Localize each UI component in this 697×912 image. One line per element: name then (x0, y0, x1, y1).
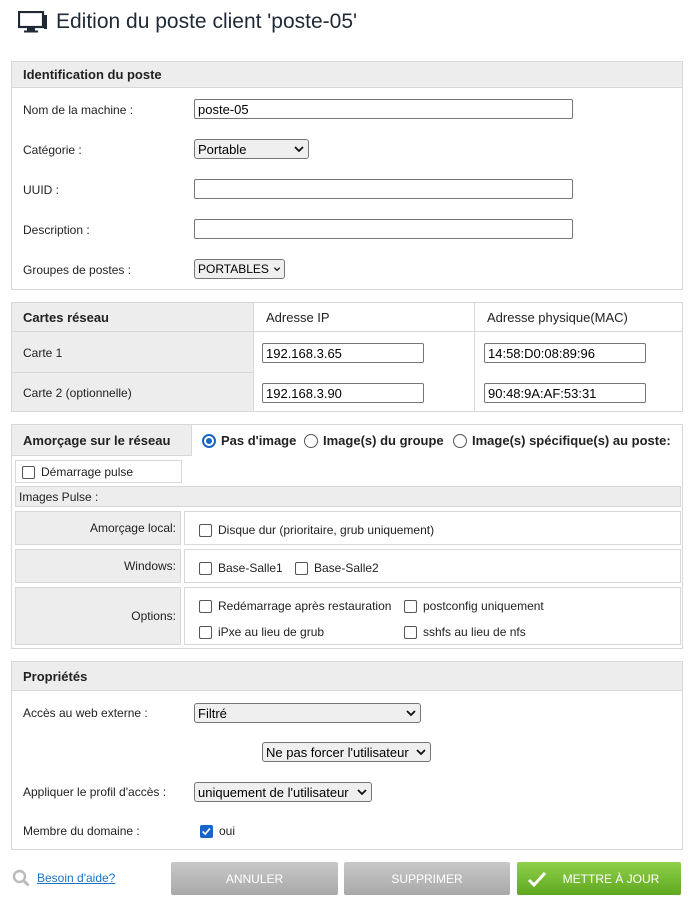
checkbox[interactable] (295, 562, 308, 575)
page-title: Edition du poste client 'poste-05' (56, 10, 358, 33)
category-label: Catégorie : (23, 143, 82, 157)
machine-name-input[interactable] (194, 99, 573, 119)
page-header (18, 8, 357, 36)
category-value: Portable (198, 141, 247, 157)
chevron-down-icon (356, 786, 368, 798)
windows-base-salle2-checkbox[interactable] (295, 561, 379, 575)
checkbox[interactable] (404, 626, 417, 639)
radio-button[interactable] (453, 434, 467, 448)
images-pulse-header: Images Pulse : (15, 486, 681, 507)
windows-base-salle1-checkbox[interactable] (199, 561, 283, 575)
checkbox[interactable] (199, 524, 212, 537)
boot-title: Amorçage sur le réseau (12, 425, 192, 456)
restart-after-restore-checkbox[interactable] (199, 599, 391, 613)
description-label: Description : (23, 223, 90, 237)
description-input[interactable] (194, 219, 573, 239)
uuid-input[interactable] (194, 179, 573, 199)
search-icon (12, 869, 30, 887)
groups-label: Groupes de postes : (23, 263, 132, 277)
ipxe-label: iPxe au lieu de grub (218, 625, 325, 639)
windows-base-salle2-label: Base-Salle2 (314, 561, 379, 575)
domain-member-option: oui (219, 824, 236, 838)
radio-button[interactable] (304, 434, 318, 448)
card-2-label: Carte 2 (optionnelle) (23, 386, 132, 400)
delete-button[interactable] (344, 862, 510, 895)
radio-group-images-label: Image(s) du groupe (323, 433, 444, 448)
divider (253, 303, 254, 411)
check-icon (527, 871, 547, 887)
radio-specific-images-label: Image(s) spécifique(s) au poste: (472, 433, 671, 448)
help-link[interactable]: Besoin d'aide? (37, 871, 116, 885)
pulse-start-checkbox[interactable] (22, 465, 133, 479)
update-button-label: METTRE À JOUR (562, 871, 660, 886)
access-profile-value: uniquement de l'utilisateur (198, 784, 349, 800)
groups-select[interactable] (194, 259, 285, 279)
postconfig-only-label: postconfig uniquement (423, 599, 544, 613)
category-select[interactable] (194, 139, 309, 159)
force-user-value: Ne pas forcer l'utilisateur (266, 744, 409, 760)
network-panel (11, 302, 683, 412)
properties-title: Propriétés (12, 662, 682, 691)
uuid-label: UUID : (23, 183, 59, 197)
local-disk-label: Disque dur (prioritaire, grub uniquement) (218, 523, 435, 537)
checkbox[interactable] (22, 466, 35, 479)
access-profile-label: Appliquer le profil d'accès : (23, 785, 167, 799)
card-1-ip-input[interactable] (262, 343, 424, 363)
windows-label: Windows: (15, 549, 181, 583)
update-button[interactable] (517, 862, 681, 895)
chevron-down-icon (405, 707, 417, 719)
network-title: Cartes réseau (23, 309, 109, 325)
domain-member-label: Membre du domaine : (23, 824, 140, 838)
identification-panel (11, 61, 683, 290)
sshfs-checkbox[interactable] (404, 625, 526, 639)
divider (12, 372, 253, 373)
sshfs-label: sshfs au lieu de nfs (423, 625, 526, 639)
groups-value: PORTABLES (198, 262, 269, 276)
chevron-down-icon (273, 263, 281, 275)
web-access-select[interactable] (194, 703, 421, 723)
web-access-value: Filtré (198, 705, 227, 721)
card-2-ip-input[interactable] (262, 383, 424, 403)
ipxe-checkbox[interactable] (199, 625, 324, 639)
radio-group-images[interactable] (304, 433, 444, 448)
mac-column-header: Adresse physique(MAC) (487, 309, 628, 325)
divider (474, 303, 475, 411)
chevron-down-icon (415, 746, 427, 758)
checkbox[interactable] (404, 600, 417, 613)
local-disk-checkbox[interactable] (199, 523, 434, 537)
postconfig-only-checkbox[interactable] (404, 599, 544, 613)
checkbox[interactable] (199, 626, 212, 639)
checkbox[interactable] (199, 600, 212, 613)
restart-after-restore-label: Redémarrage après restauration (218, 599, 392, 613)
check-icon (201, 826, 212, 837)
card-1-label: Carte 1 (23, 346, 63, 360)
boot-panel (11, 424, 683, 649)
radio-no-image-label: Pas d'image (221, 433, 297, 448)
machine-name-label: Nom de la machine : (23, 103, 134, 117)
identification-title: Identification du poste (12, 62, 682, 88)
access-profile-select[interactable] (194, 782, 372, 802)
card-1-mac-input[interactable] (484, 343, 646, 363)
radio-no-image[interactable] (202, 433, 296, 448)
domain-member-checkbox[interactable] (200, 824, 235, 838)
properties-panel (11, 661, 683, 850)
options-label: Options: (15, 587, 181, 645)
pulse-start-label: Démarrage pulse (41, 465, 134, 479)
radio-specific-images[interactable] (453, 433, 671, 448)
windows-base-salle1-label: Base-Salle1 (218, 561, 283, 575)
local-boot-label: Amorçage local: (15, 511, 181, 545)
card-2-mac-input[interactable] (484, 383, 646, 403)
cancel-button[interactable] (171, 862, 338, 895)
delete-button-label: SUPPRIMER (391, 871, 463, 886)
monitor-icon (18, 11, 48, 33)
force-user-select[interactable] (262, 742, 431, 762)
ip-column-header: Adresse IP (266, 309, 330, 325)
chevron-down-icon (293, 143, 305, 155)
checkbox[interactable] (199, 562, 212, 575)
divider (12, 331, 682, 332)
radio-button-selected[interactable] (202, 434, 216, 448)
cancel-button-label: ANNULER (225, 871, 284, 886)
web-access-label: Accès au web externe : (23, 706, 148, 720)
checkbox-checked[interactable] (200, 825, 213, 838)
